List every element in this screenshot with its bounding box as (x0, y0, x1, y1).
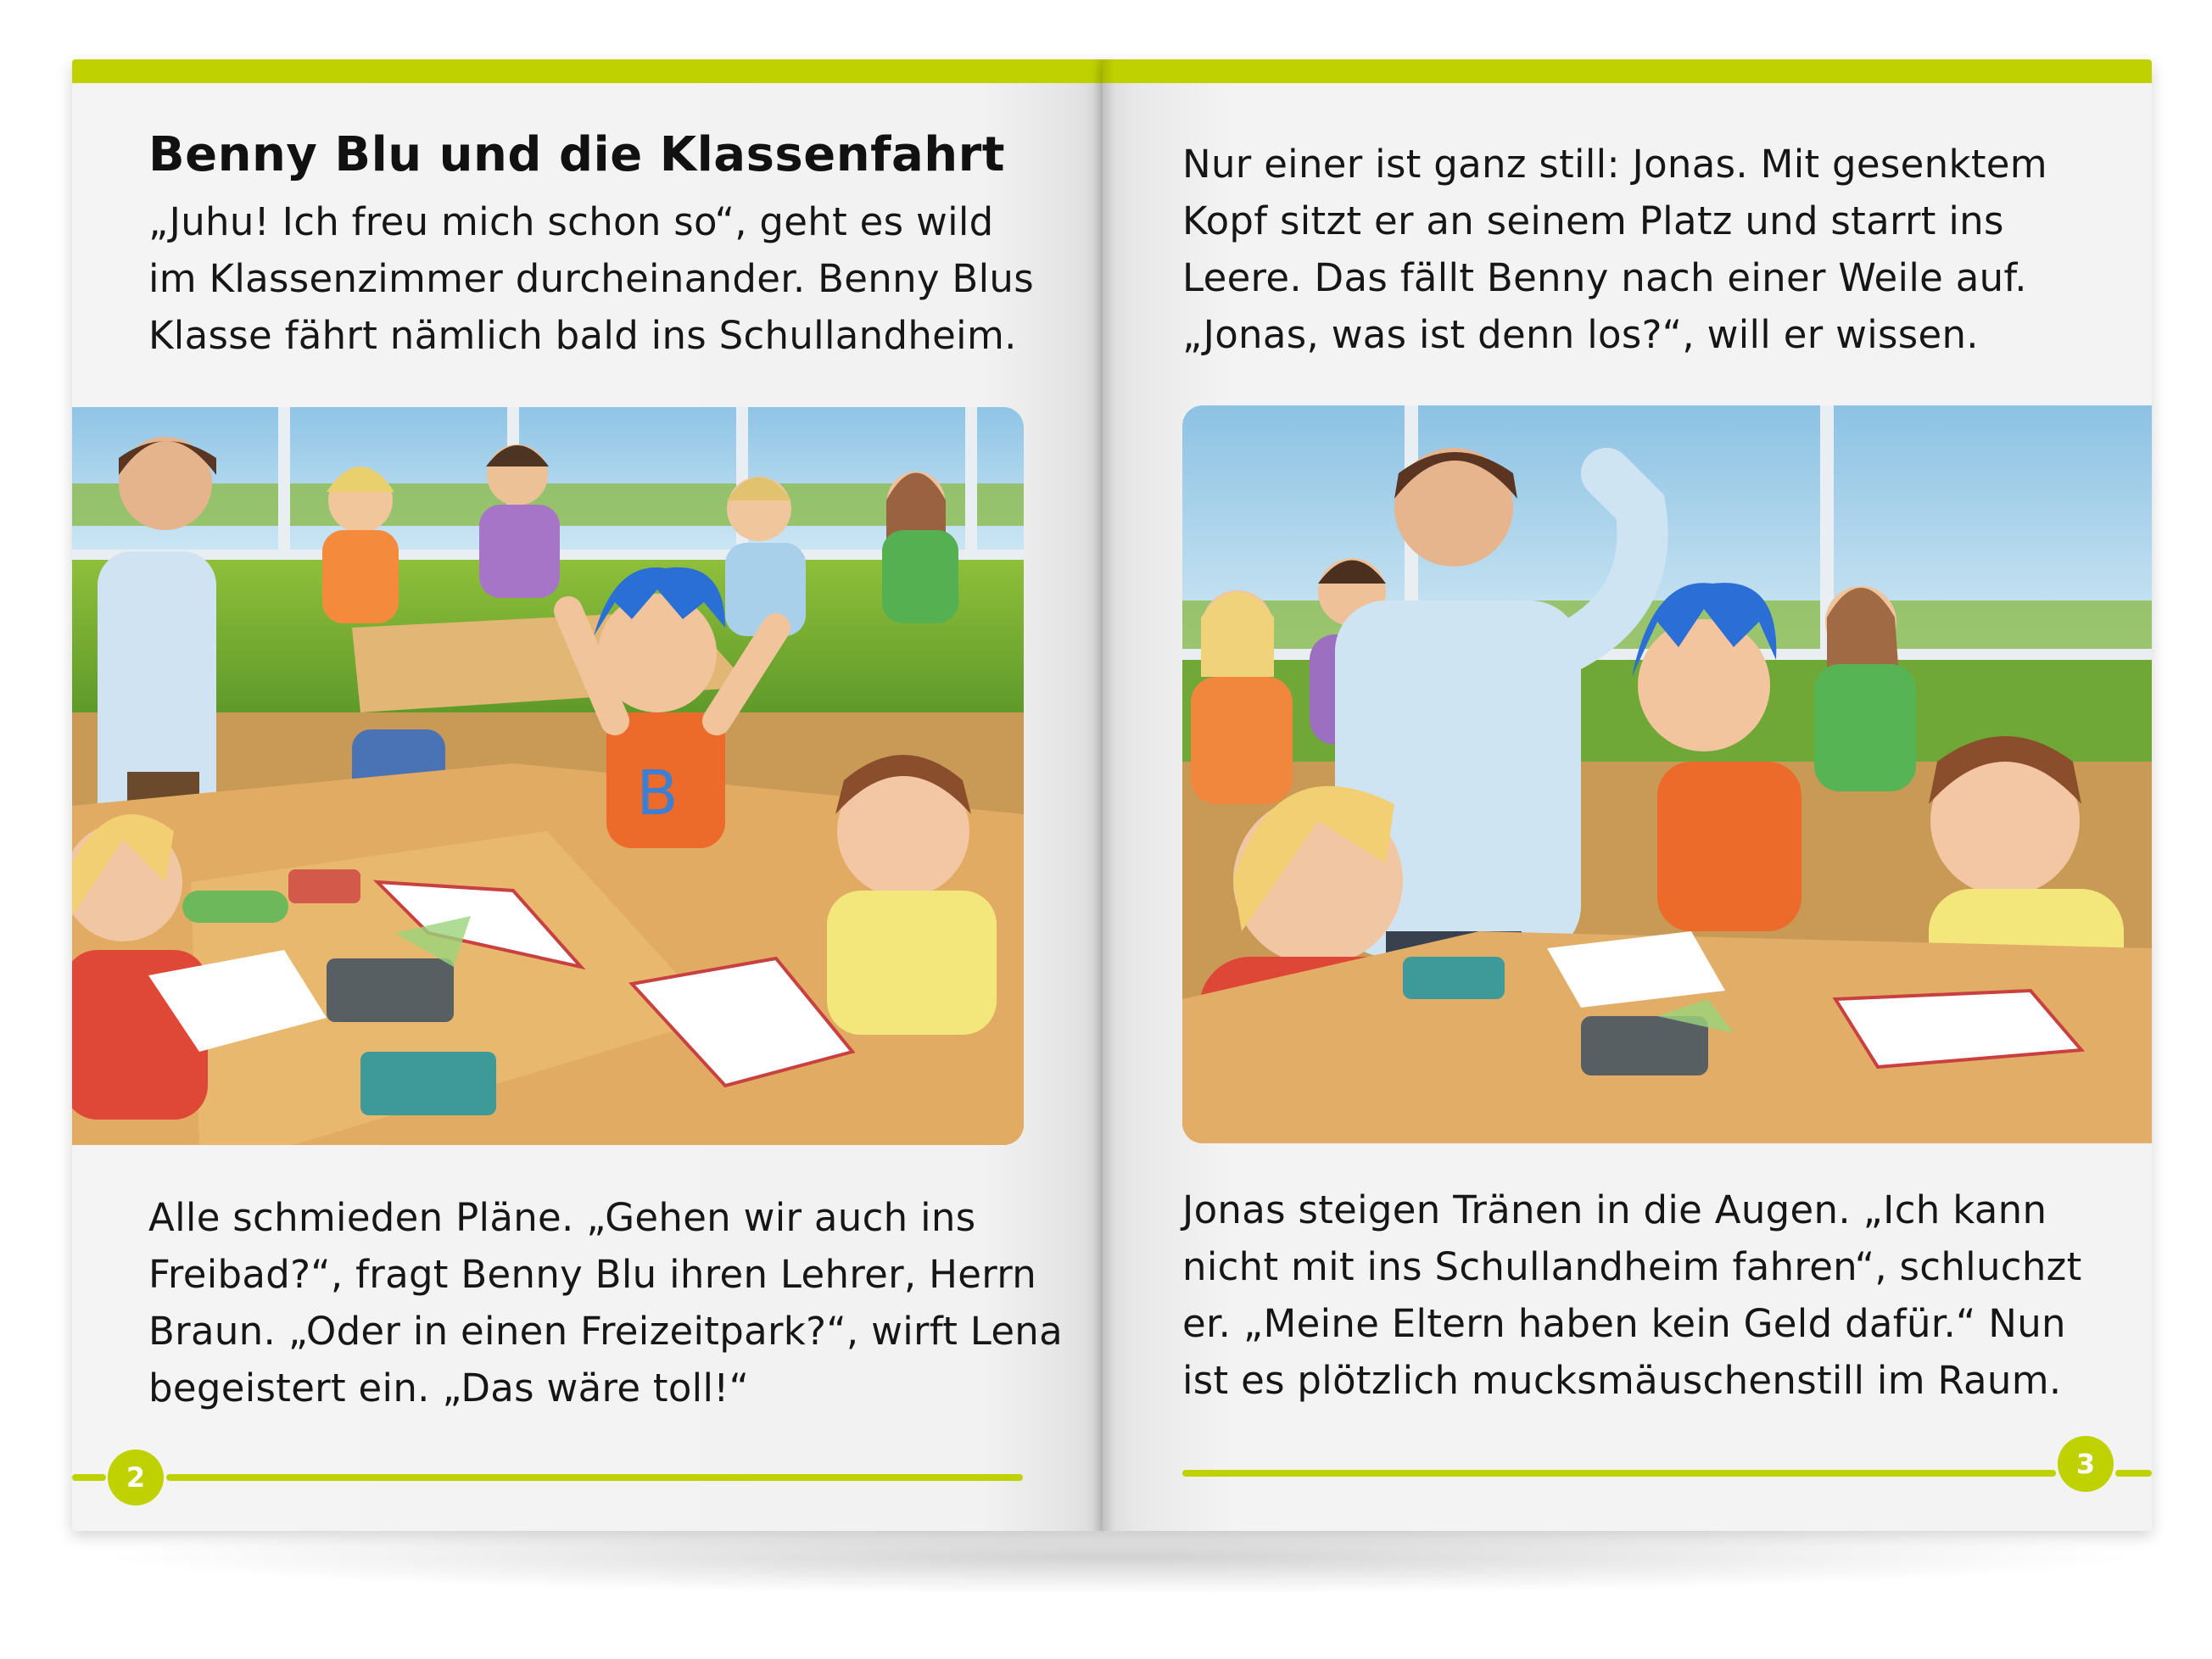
page-number-right: 3 (2058, 1436, 2114, 1492)
left-top-band (72, 59, 1103, 83)
right-body-paragraph (1182, 1181, 2082, 1409)
left-body-paragraph (148, 1189, 1063, 1416)
classroom-sad-illustration (1182, 405, 2152, 1143)
text-line: Freibad?“, fragt Benny Blu ihren Lehrer, Herrn (148, 1252, 1037, 1297)
left-footer-rule-stub (72, 1474, 106, 1481)
story-title: Benny Blu und die Klassenfahrt (148, 127, 1006, 182)
right-footer-rule (1182, 1470, 2056, 1477)
text-line: Alle schmieden Pläne. „Gehen wir auch ins (148, 1195, 976, 1240)
left-intro-paragraph (148, 193, 1034, 364)
classroom-excited-illustration (72, 407, 1024, 1145)
text-line: Klasse fährt nämlich bald ins Schullandheim. (148, 313, 1017, 358)
right-intro-paragraph (1182, 136, 2047, 363)
text-line: im Klassenzimmer durcheinander. Benny Blus (148, 256, 1034, 301)
text-line: „Juhu! Ich freu mich schon so“, geht es wild (148, 199, 994, 244)
text-line: Nur einer ist ganz still: Jonas. Mit gesenktem (1182, 142, 2047, 187)
text-line: er. „Meine Eltern haben kein Geld dafür.“ Nun (1182, 1301, 2066, 1346)
text-line: Leere. Das fällt Benny nach einer Weile auf. (1182, 255, 2027, 300)
text-line: nicht mit ins Schullandheim fahren“, schluchzt (1182, 1244, 2082, 1289)
text-line: „Jonas, was ist denn los?“, will er wissen. (1182, 312, 1979, 357)
left-footer-rule (166, 1474, 1023, 1481)
text-line: Braun. „Oder in einen Freizeitpark?“, wirft Lena (148, 1309, 1064, 1354)
page-number-left: 2 (108, 1450, 164, 1505)
right-footer-rule-stub (2115, 1470, 2152, 1477)
text-line: begeistert ein. „Das wäre toll!“ (148, 1366, 750, 1410)
text-line: Jonas steigen Tränen in die Augen. „Ich kann (1182, 1187, 2047, 1232)
svg-text:B: B (636, 757, 679, 829)
text-line: Kopf sitzt er an seinem Platz und starrt ins (1182, 198, 2004, 243)
right-top-band (1103, 59, 2152, 83)
text-line: ist es plötzlich mucksmäuschenstill im Raum. (1182, 1358, 2062, 1403)
